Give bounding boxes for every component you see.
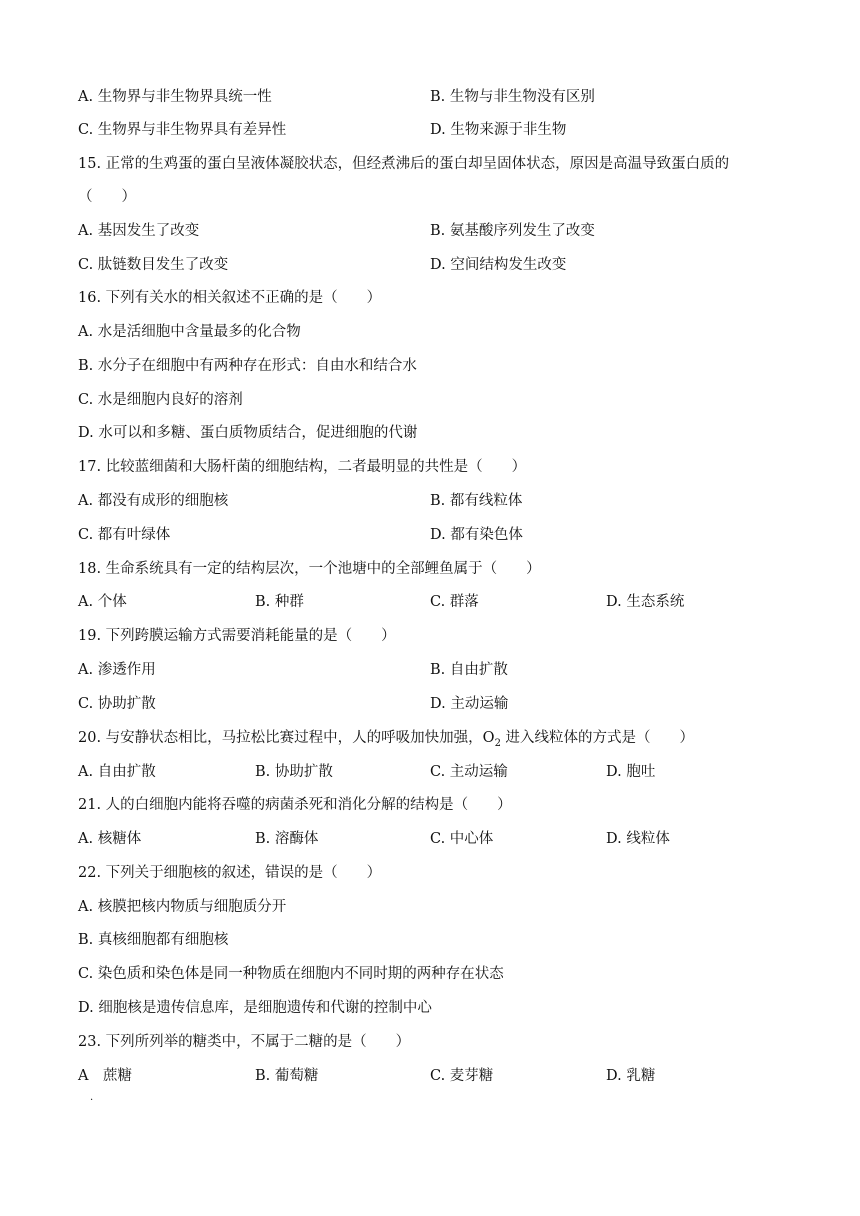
- q19-options-row-2: [78, 694, 778, 714]
- q23-stem: 23. 下列所列举的糖类中，不属于二糖的是（ ）: [78, 1034, 411, 1050]
- q19-option-a: A. 渗透作用: [78, 662, 156, 678]
- q16-option-b: B. 水分子在细胞中有两种存在形式：自由水和结合水: [78, 358, 417, 374]
- q16-stem: 16. 下列有关水的相关叙述不正确的是（ ）: [78, 290, 382, 306]
- q17-option-a: A. 都没有成形的细胞核: [78, 493, 229, 509]
- q14-option-d: D. 生物来源于非生物: [430, 122, 567, 138]
- q19-option-d: D. 主动运输: [430, 696, 509, 712]
- q21-stem: 21. 人的白细胞内能将吞噬的病菌杀死和消化分解的结构是（ ）: [78, 797, 512, 813]
- q18-option-d: D. 生态系统: [606, 594, 685, 610]
- q16-option-d: D. 水可以和多糖、蛋白质物质结合，促进细胞的代谢: [78, 425, 418, 441]
- q20-stem-pre: 20. 与安静状态相比，马拉松比赛过程中，人的呼吸加快加强，O: [78, 730, 495, 746]
- q20-option-c: C. 主动运输: [430, 764, 508, 780]
- q22-option-a: A. 核膜把核内物质与细胞质分开: [78, 899, 287, 915]
- q16-option-a: A. 水是活细胞中含量最多的化合物: [78, 324, 301, 340]
- q22-option-c: C. 染色质和染色体是同一种物质在细胞内不同时期的两种存在状态: [78, 966, 504, 982]
- q14-options-row-1: [78, 87, 778, 107]
- q22-stem: 22. 下列关于细胞核的叙述，错误的是（ ）: [78, 865, 382, 881]
- q22-option-b: B. 真核细胞都有细胞核: [78, 932, 229, 948]
- q20-stem: [78, 728, 694, 748]
- q19-option-c: C. 协助扩散: [78, 696, 156, 712]
- q15-option-a: A. 基因发生了改变: [78, 223, 200, 239]
- q23-option-d: D. 乳糖: [606, 1068, 656, 1084]
- q19-option-b: B. 自由扩散: [430, 662, 508, 678]
- q21-option-a: A. 核糖体: [78, 831, 142, 847]
- q18-option-a: A. 个体: [78, 594, 127, 610]
- q18-options-row: [78, 592, 778, 612]
- q14-option-c: C. 生物界与非生物界具有差异性: [78, 122, 287, 138]
- q18-option-b: B. 种群: [255, 594, 304, 610]
- q15-options-row-2: [78, 255, 778, 275]
- q20-stem-post: 进入线粒体的方式是（ ）: [500, 730, 695, 746]
- q19-options-row-1: [78, 660, 778, 680]
- q18-stem: 18. 生命系统具有一定的结构层次，一个池塘中的全部鲤鱼属于（ ）: [78, 561, 541, 577]
- q23-option-a-dot: .: [90, 1092, 94, 1103]
- q21-options-row: [78, 829, 778, 849]
- q18-option-c: C. 群落: [430, 594, 479, 610]
- q22-option-d: D. 细胞核是遗传信息库，是细胞遗传和代谢的控制中心: [78, 1000, 432, 1016]
- q14-option-b: B. 生物与非生物没有区别: [430, 89, 595, 105]
- q23-option-a: A 蔗糖: [78, 1068, 132, 1084]
- q20-option-a: A. 自由扩散: [78, 764, 156, 780]
- q21-option-b: B. 溶酶体: [255, 831, 319, 847]
- q15-options-row-1: [78, 221, 778, 241]
- q17-option-d: D. 都有染色体: [430, 527, 523, 543]
- q23-option-c: C. 麦芽糖: [430, 1068, 494, 1084]
- q23-options-row: [78, 1066, 778, 1086]
- q17-options-row-1: [78, 491, 778, 511]
- q15-stem: 15. 正常的生鸡蛋的蛋白呈液体凝胶状态，但经煮沸后的蛋白却呈固体状态，原因是高温导致蛋白质的: [78, 156, 730, 172]
- q21-option-d: D. 线粒体: [606, 831, 670, 847]
- q15-option-b: B. 氨基酸序列发生了改变: [430, 223, 595, 239]
- q16-option-c: C. 水是细胞内良好的溶剂: [78, 392, 243, 408]
- q20-option-d: D. 胞吐: [606, 764, 656, 780]
- q14-option-a: A. 生物界与非生物界具统一性: [78, 89, 272, 105]
- q17-options-row-2: [78, 525, 778, 545]
- q15-option-d: D. 空间结构发生改变: [430, 257, 567, 273]
- q14-options-row-2: [78, 120, 778, 140]
- q20-option-b: B. 协助扩散: [255, 764, 333, 780]
- q15-option-c: C. 肽链数目发生了改变: [78, 257, 229, 273]
- q17-option-b: B. 都有线粒体: [430, 493, 523, 509]
- q17-stem: 17. 比较蓝细菌和大肠杆菌的细胞结构，二者最明显的共性是（ ）: [78, 459, 527, 475]
- q21-option-c: C. 中心体: [430, 831, 494, 847]
- q15-stem-bracket: （ ）: [78, 189, 136, 205]
- q23-option-b: B. 葡萄糖: [255, 1068, 319, 1084]
- q19-stem: 19. 下列跨膜运输方式需要消耗能量的是（ ）: [78, 628, 396, 644]
- q20-stem-subscript: 2: [494, 737, 501, 749]
- q20-options-row: [78, 762, 778, 782]
- q17-option-c: C. 都有叶绿体: [78, 527, 171, 543]
